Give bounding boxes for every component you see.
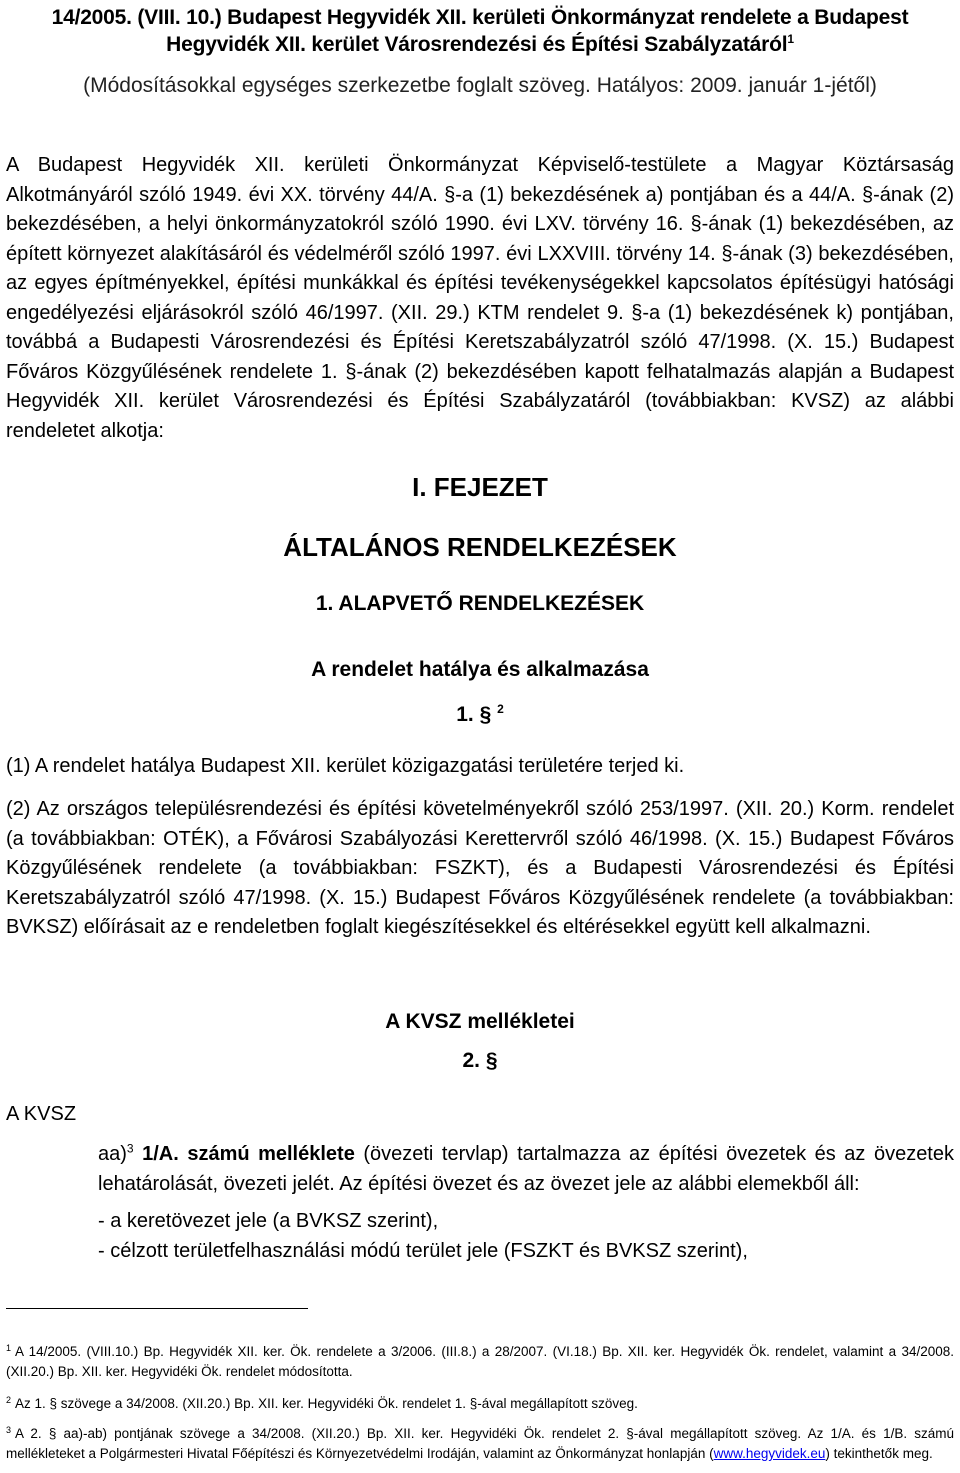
document-subtitle: (Módosításokkal egységes szerkezetbe foglalt szöveg. Hatályos: 2009. január 1-jétől) xyxy=(83,74,877,97)
footnote-separator xyxy=(6,1308,308,1309)
website-link[interactable]: www.hegyvidek.eu xyxy=(713,1446,826,1461)
footnote-ref-1[interactable]: 1 xyxy=(787,32,794,46)
footnote-2-text: Az 1. § szövege a 34/2008. (XII.20.) Bp. XII. ker. Hegyvidéki Ök. rendelet 1. §-ával megállapított szöveg. xyxy=(15,1396,638,1411)
paragraph-number-1-label: 1. § xyxy=(456,703,492,726)
footnote-3 xyxy=(6,1424,954,1464)
footnote-ref-2[interactable]: 2 xyxy=(497,702,504,716)
title-line-2: Hegyvidék XII. kerület Városrendezési és Építési Szabályzatáról xyxy=(166,33,788,56)
footnote-2 xyxy=(6,1394,954,1414)
footnote-ref-3[interactable]: 3 xyxy=(126,1141,134,1156)
footnote-3-text-end: ) tekinthetők meg. xyxy=(825,1446,933,1461)
section-subtitle: A rendelet hatálya és alkalmazása xyxy=(311,658,649,681)
preamble-paragraph: A Budapest Hegyvidék XII. kerületi Önkormányzat Képviselő-testülete a Magyar Köztársaság Alkotmányáról szóló 1949. évi XX. törvény 44/A. §-a (1) bekezdésének a) pontjában és a 44/A. §-ának (2) bekezdésében, a helyi önkormányzatokról szóló 1990. évi LXV. törvény 16. §-ának (1) bekezdésében, az épített környezet alakításáról és védelméről szóló 1997. évi LXXVIII. törvény 14. §-ának (3) bekezdésében, az egyes építményekkel, építési munkákkal és építési tevékenységekkel kapcsolatos építésügyi hatósági engedélyezési eljárásokról szóló 46/1997. (XII. 29.) KTM rendelet 9. §-a (1) bekezdésének k) pontjában, továbbá a Budapesti Városrendezési és Építési Keretszabályzatról szóló 47/1998. (X. 15.) Budapest Főváros Közgyűlésének rendelete 1. §-ának (2) bekezdésében kapott felhatalmazás alapján a Budapest Hegyvidék XII. kerület Városrendezési és Építési Szabályzatáról (továbbiakban: KVSZ) az alábbi rendeletet alkotja: xyxy=(6,154,954,442)
annex-item-bold: 1/A. számú melléklete xyxy=(142,1143,355,1165)
footnote-1-text: A 14/2005. (VIII.10.) Bp. Hegyvidék XII. ker. Ök. rendelete a 3/2006. (III.8.) a 28/2007. (VI.18.) Bp. XII. ker. Hegyvidék Ök. rendelet, valamint a 34/2008. (XII.20.) Bp. XII. ker. Hegyvidéki Ök. rendelet módosította. xyxy=(6,1344,954,1379)
section-title: 1. ALAPVETŐ RENDELKEZÉSEK xyxy=(315,592,645,615)
list-item: - a keretövezet jele (a BVKSZ szerint), xyxy=(98,1210,439,1232)
side-label: A KVSZ xyxy=(6,1103,77,1125)
paragraph-1-2: (2) Az országos településrendezési és építési követelményekről szóló 253/1997. (XII. 20.) Korm. rendelet (a továbbiakban: OTÉK), a Fővárosi Szabályozási Kerettervről szóló 46/1998. (X. 15.) Budapest Főváros Közgyűlésének rendelete (a továbbiakban: FSZKT), és a Budapesti Városrendezési és Építési Keretszabályzatról szóló 47/1998. (X. 15.) Budapest Főváros Közgyűlésének rendelete (a továbbiakban: BVKSZ) előírásait az e rendeletben foglalt kiegészítésekkel és eltérésekkel együtt kell alkalmazni. xyxy=(6,798,954,938)
footnote-2-number: 2 xyxy=(6,1394,12,1405)
paragraph-1-1: (1) A rendelet hatálya Budapest XII. kerület közigazgatási területére terjed ki. xyxy=(6,755,685,777)
chapter-title: ÁLTALÁNOS RENDELKEZÉSEK xyxy=(283,532,677,562)
paragraph-number-2: 2. § xyxy=(462,1049,498,1072)
document-title xyxy=(6,4,954,58)
footnote-1 xyxy=(6,1342,954,1382)
title-line-1: 14/2005. (VIII. 10.) Budapest Hegyvidék XII. kerületi Önkormányzat rendelete a Budapest xyxy=(51,6,909,29)
annex-item-aa xyxy=(98,1140,954,1199)
chapter-number: I. FEJEZET xyxy=(412,472,548,502)
annex-item-text: (övezeti tervlap) tartalmazza az építési övezetek és az övezetek lehatárolását, övezeti jelét. Az építési övezet és az övezet jele az alábbi elemekből áll: xyxy=(98,1143,954,1195)
footnote-3-number: 3 xyxy=(6,1424,12,1435)
paragraph-number-1 xyxy=(6,701,954,728)
footnote-1-number: 1 xyxy=(6,1342,12,1353)
annex-item-prefix: aa) xyxy=(98,1143,127,1165)
annexes-title: A KVSZ mellékletei xyxy=(385,1010,575,1033)
list-item: - célzott területfelhasználási módú terület jele (FSZKT és BVKSZ szerint), xyxy=(98,1240,748,1262)
footnote-3-text: A 2. § aa)-ab) pontjának szövege a 34/2008. (XII.20.) Bp. XII. ker. Hegyvidéki Ök. rendelet 2. §-ával megállapított szöveg. Az 1/A. és 1/B. számú mellékleteket a Polgármesteri Hivatal Főépítészi és Környezetvédelmi Irodáján, valamint az Önkormányzat honlapján ( xyxy=(6,1426,954,1461)
